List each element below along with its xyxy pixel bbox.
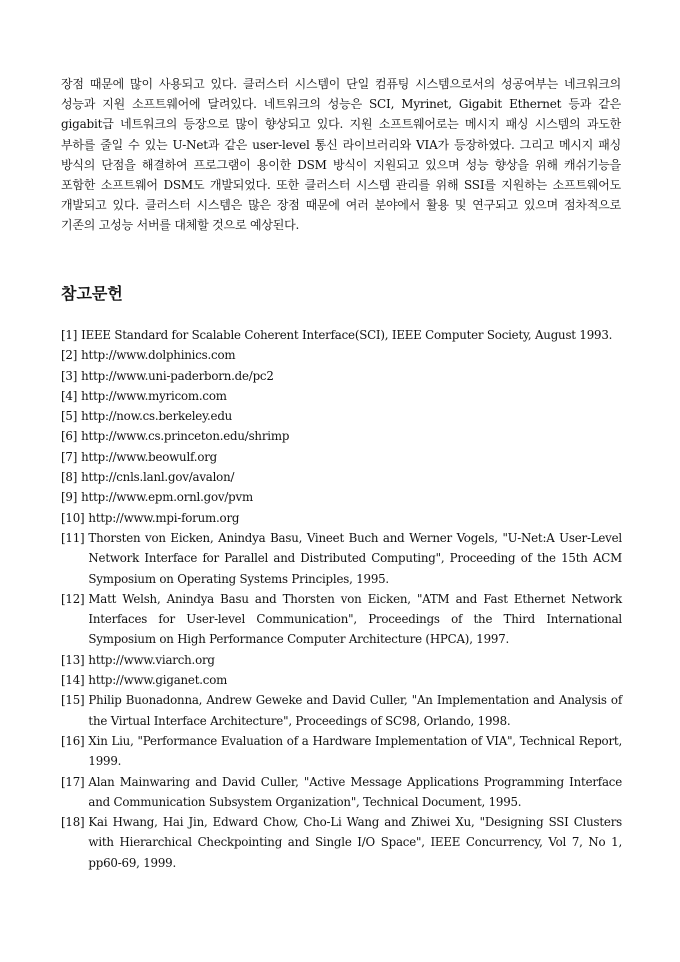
reference-link[interactable]: http://www.uni-paderborn.de/pc2: [81, 368, 274, 383]
reference-item: [61, 426, 622, 446]
reference-item: [61, 345, 622, 365]
reference-link[interactable]: http://www.dolphinics.com: [81, 348, 236, 363]
reference-item: [61, 487, 622, 507]
reference-number: [13]: [61, 652, 85, 667]
reference-link[interactable]: http://cnls.lanl.gov/avalon/: [81, 470, 235, 485]
reference-number: [11]: [61, 530, 85, 545]
references-heading: 참고문헌: [61, 284, 123, 303]
reference-number: [6]: [61, 429, 78, 444]
reference-text: Kai Hwang, Hai Jin, Edward Chow, Cho-Li Wang and Zhiwei Xu, "Designing SSI Clusters with Hierarchical Checkpointing and Single I/O Space", IEEE Concurrency, Vol 7, No 1, pp60-69, 1999.: [88, 815, 622, 870]
reference-item: [61, 508, 622, 528]
reference-item: [61, 386, 622, 406]
reference-item: [61, 406, 622, 426]
reference-link[interactable]: http://www.myricom.com: [81, 388, 227, 403]
reference-item: [61, 366, 622, 386]
reference-item: [61, 772, 622, 813]
reference-number: [16]: [61, 733, 85, 748]
reference-text: Xin Liu, "Performance Evaluation of a Hardware Implementation of VIA", Technical Report, 1999.: [88, 733, 622, 769]
reference-item: [61, 670, 622, 690]
reference-item: [61, 325, 622, 345]
reference-number: [7]: [61, 449, 78, 464]
reference-number: [8]: [61, 470, 78, 485]
reference-item: [61, 812, 622, 873]
reference-link[interactable]: http://www.viarch.org: [88, 652, 215, 667]
reference-link[interactable]: http://www.mpi-forum.org: [88, 510, 240, 525]
reference-text: IEEE Standard for Scalable Coherent Interface(SCI), IEEE Computer Society, August 1993.: [81, 328, 613, 342]
reference-item: [61, 650, 622, 670]
reference-item: [61, 447, 622, 467]
reference-link[interactable]: http://now.cs.berkeley.edu: [81, 409, 233, 424]
reference-number: [3]: [61, 368, 78, 383]
reference-number: [2]: [61, 348, 78, 363]
reference-link[interactable]: http://www.cs.princeton.edu/shrimp: [81, 429, 290, 444]
reference-item: [61, 690, 622, 731]
reference-number: [14]: [61, 673, 85, 688]
reference-link[interactable]: http://www.epm.ornl.gov/pvm: [81, 490, 253, 505]
reference-item: [61, 528, 622, 589]
reference-number: [5]: [61, 409, 78, 424]
reference-number: [1]: [61, 328, 78, 342]
reference-number: [17]: [61, 774, 85, 789]
reference-text: Alan Mainwaring and David Culler, "Active Message Applications Programming Interface and Communication Subsystem Organization", Technical Document, 1995.: [88, 774, 622, 809]
reference-number: [15]: [61, 693, 85, 708]
reference-text: Thorsten von Eicken, Anindya Basu, Vineet Buch and Werner Vogels, "U-Net:A User-Level Network Interface for Parallel and Distributed Computing", Proceeding of the 15th ACM Symposium on Operating Systems Principles, 1995.: [88, 530, 622, 586]
references-list: [61, 325, 622, 873]
reference-number: [18]: [61, 815, 85, 830]
reference-text: Philip Buonadonna, Andrew Geweke and David Culler, "An Implementation and Analysis of the Virtual Interface Architecture", Proceedings of SC98, Orlando, 1998.: [88, 693, 622, 728]
reference-number: [9]: [61, 490, 78, 505]
reference-item: [61, 589, 622, 650]
reference-item: [61, 731, 622, 772]
reference-number: [10]: [61, 510, 85, 525]
reference-text: Matt Welsh, Anindya Basu and Thorsten von Eicken, "ATM and Fast Ethernet Network Interfaces for User-level Communication", Proceedings of the Third International Symposium on High Performance Computer Architecture (HPCA), 1997.: [88, 591, 622, 647]
reference-item: [61, 467, 622, 487]
reference-link[interactable]: http://www.beowulf.org: [81, 449, 218, 464]
body-paragraph: 장점 때문에 많이 사용되고 있다. 클러스터 시스템이 단일 컴퓨팅 시스템으로서의 성공여부는 네크워크의 성능과 지원 소프트웨어에 달려있다. 네트워크의 성능은 SCI, Myrinet, Gigabit Ethernet 등과 같은 gigabit급 네트워크의 등장으로 많이 향상되고 있다. 지원 소프트웨어로는 메시지 패싱 시스템의 과도한 부하를 줄일 수 있는 U-Net과 같은 user-level 통신 라이브러리와 VIA가 등장하였다. 그리고 메시지 패싱 방식의 단점을 해결하여 프로그램이 용이한 DSM 방식이 지원되고 있으며 성능 향상을 위해 캐쉬기능을 포함한 소프트웨어 DSM도 개발되었다. 또한 클러스터 시스템 관리를 위해 SSI를 지원하는 소프트웨어도 개발되고 있다. 클러스터 시스템은 많은 장점 때문에 여러 분야에서 활용 및 연구되고 있으며 점차적으로 기존의 고성능 서버를 대체할 것으로 예상된다.: [61, 77, 621, 233]
reference-number: [4]: [61, 388, 78, 403]
reference-number: [12]: [61, 591, 85, 606]
reference-link[interactable]: http://www.giganet.com: [88, 673, 228, 688]
